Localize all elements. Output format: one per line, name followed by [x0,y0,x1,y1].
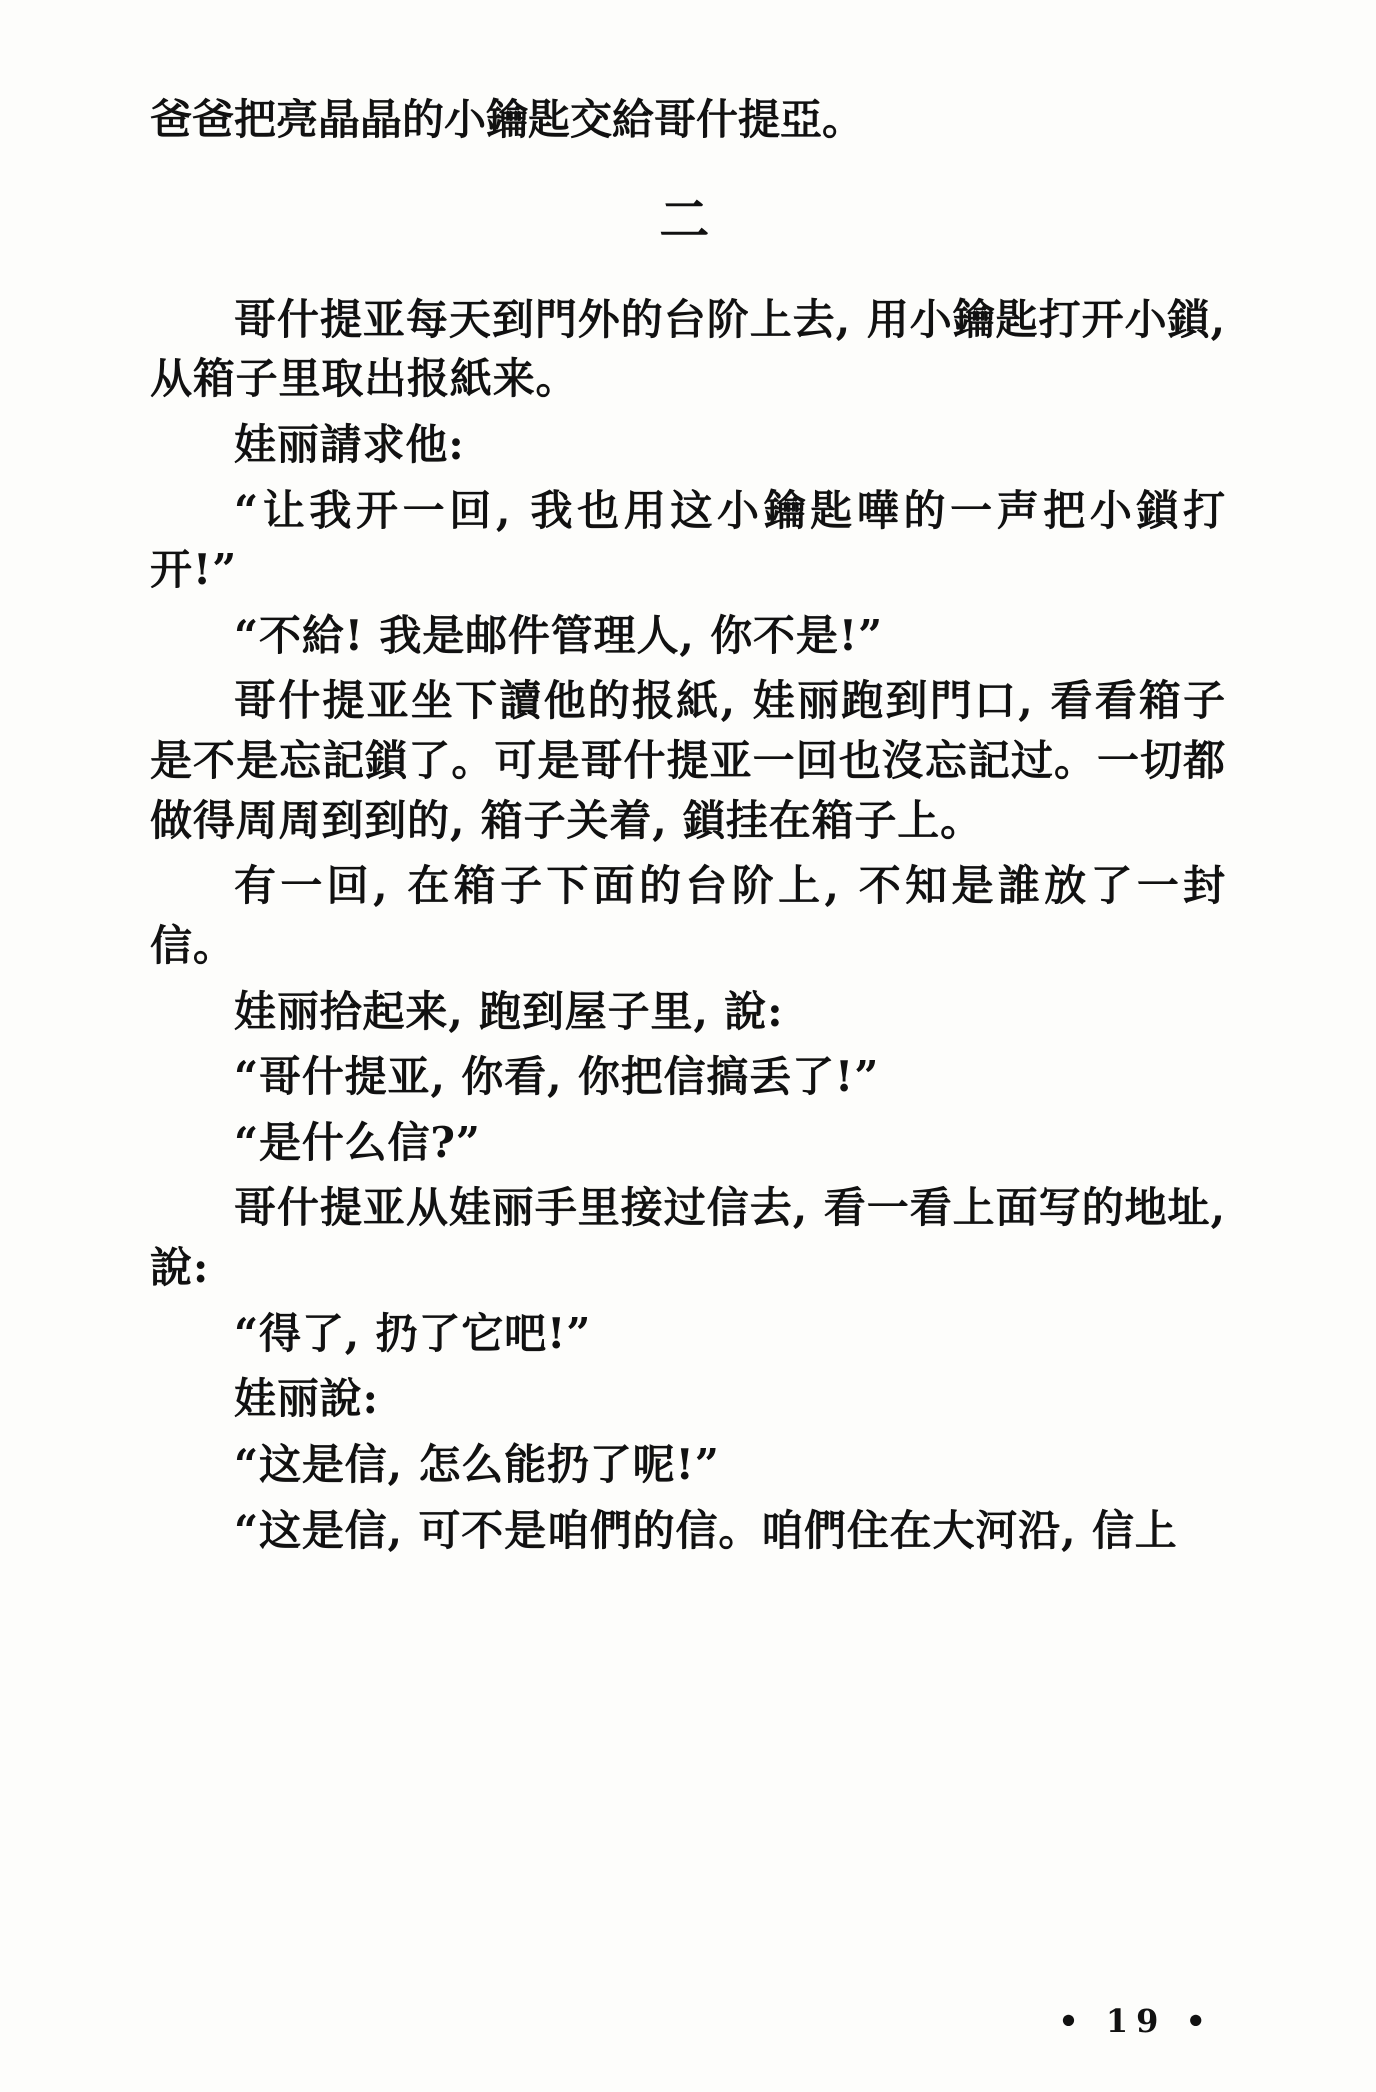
opening-line: 爸爸把亮晶晶的小鑰匙交給哥什提亞。 [150,95,865,144]
paragraph: “不給! 我是邮件管理人, 你不是!” [234,610,884,660]
paragraph: 娃丽請求他: [234,419,465,469]
paragraph: 哥什提亚每天到門外的台阶上去, 用小鑰匙打开小鎖, 从箱子里取出报紙来。 [150,294,1226,404]
page-number: • 19 • [1058,2002,1214,2040]
paragraph: 哥什提亚从娃丽手里接过信去, 看一看上面写的地址, 說: [150,1183,1226,1292]
paragraph: 娃丽拾起来, 跑到屋子里, 說: [234,986,784,1036]
paragraph: “这是信, 可不是咱們的信。咱們住在大河沿, 信上 [234,1505,1178,1555]
body-text [150,290,1226,1561]
paragraph: “让我开一回, 我也用这小鑰匙嘩的一声把小鎖打开!” [150,485,1226,595]
section-heading: 二 [659,189,717,249]
page-content [150,90,1226,2040]
paragraph: 哥什提亚坐下讀他的报紙, 娃丽跑到門口, 看看箱子是不是忘記鎖了。可是哥什提亚一回也沒忘記过。一切都做得周周到到的, 箱子关着, 鎖挂在箱子上。 [150,676,1226,845]
paragraph: “是什么信?” [234,1117,481,1167]
paragraph: “得了, 扔了它吧!” [234,1308,592,1358]
paragraph: “哥什提亚, 你看, 你把信搞丢了!” [234,1052,880,1102]
paragraph: “这是信, 怎么能扔了呢!” [234,1439,720,1489]
paragraph: 娃丽說: [234,1374,379,1424]
paragraph: 有一回, 在箱子下面的台阶上, 不知是誰放了一封信。 [150,861,1226,970]
